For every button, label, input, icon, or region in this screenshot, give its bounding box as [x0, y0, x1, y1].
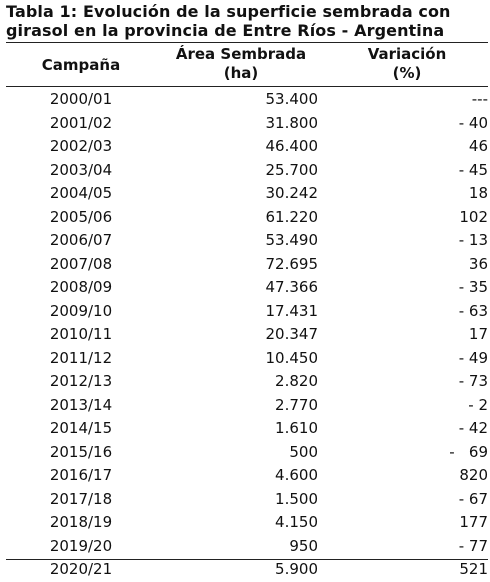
cell-campaign: 2005/06: [49, 207, 113, 226]
table-row: [6, 347, 488, 371]
cell-variation: - 67: [458, 489, 488, 508]
cell-area: 25.700: [265, 160, 318, 179]
table-row: [6, 323, 488, 347]
cell-variation: - 40: [458, 113, 488, 132]
title-line-2: girasol en la provincia de Entre Ríos - Argentina: [6, 21, 445, 40]
cell-area: 5.900: [275, 560, 318, 578]
table-row: [6, 88, 488, 112]
table-row: [6, 182, 488, 206]
cell-area: 17.431: [265, 301, 318, 320]
cell-area: 4.150: [275, 513, 318, 531]
bottom-rule: [6, 559, 488, 560]
cell-area: 30.242: [265, 184, 318, 202]
table-row: [6, 488, 488, 512]
cell-campaign: 2011/12: [49, 348, 113, 367]
title-line-1: Tabla 1: Evolución de la superficie sembrada con: [6, 2, 451, 21]
table-row: [6, 464, 488, 488]
cell-area: 46.400: [265, 137, 318, 155]
table-row: [6, 135, 488, 159]
cell-campaign: 2020/21: [49, 560, 113, 578]
cell-variation: 17: [468, 325, 488, 343]
cell-variation: 177: [459, 513, 488, 531]
header-campaign: Campaña: [41, 56, 121, 74]
cell-area: 10.450: [265, 348, 318, 367]
cell-area: 500: [289, 442, 318, 461]
table-row: [6, 558, 488, 582]
cell-campaign: 2014/15: [49, 419, 113, 437]
cell-area: 20.347: [265, 325, 318, 343]
cell-variation: 820: [459, 466, 488, 484]
table-row: [6, 276, 488, 300]
cell-area: 47.366: [265, 278, 318, 296]
cell-campaign: 2012/13: [49, 372, 113, 390]
cell-campaign: 2008/09: [49, 278, 113, 296]
cell-variation: 18: [468, 184, 488, 202]
cell-variation: - 63: [458, 301, 488, 320]
cell-variation: - 73: [458, 372, 488, 390]
cell-campaign: 2013/14: [49, 395, 113, 414]
table-row: [6, 417, 488, 441]
cell-campaign: 2018/19: [49, 513, 113, 531]
cell-variation: - 69: [449, 442, 488, 461]
cell-campaign: 2019/20: [49, 536, 113, 555]
cell-area: 31.800: [265, 113, 318, 132]
cell-variation: 102: [459, 207, 488, 226]
cell-campaign: 2002/03: [49, 137, 113, 155]
cell-variation: - 77: [458, 536, 488, 555]
table-body: [6, 88, 488, 582]
cell-variation: 521: [459, 560, 488, 578]
cell-variation: ---: [471, 90, 488, 108]
header-variation-line-2: (%): [392, 64, 422, 82]
cell-variation: - 35: [458, 278, 488, 296]
table-title: [6, 2, 488, 40]
cell-area: 1.610: [275, 419, 318, 437]
cell-area: 4.600: [275, 466, 318, 484]
cell-campaign: 2010/11: [49, 325, 113, 343]
table-row: [6, 206, 488, 230]
header-area-line-2: (ha): [223, 64, 259, 82]
cell-area: 53.400: [265, 90, 318, 108]
cell-variation: - 42: [458, 419, 488, 437]
cell-campaign: 2003/04: [49, 160, 113, 179]
table-row: [6, 394, 488, 418]
cell-area: 1.500: [275, 489, 318, 508]
table-row: [6, 441, 488, 465]
cell-area: 53.490: [265, 231, 318, 249]
header-variation-line-1: Variación: [367, 45, 447, 63]
top-rule: [6, 42, 488, 43]
cell-campaign: 2001/02: [49, 113, 113, 132]
table-row: [6, 511, 488, 535]
table-row: [6, 229, 488, 253]
table-row: [6, 159, 488, 183]
header-variation: [326, 45, 488, 83]
cell-area: 61.220: [265, 207, 318, 226]
cell-campaign: 2017/18: [49, 489, 113, 508]
cell-campaign: 2016/17: [49, 466, 113, 484]
table-row: [6, 300, 488, 324]
cell-campaign: 2004/05: [49, 184, 113, 202]
cell-campaign: 2007/08: [49, 254, 113, 273]
table-row: [6, 535, 488, 559]
cell-variation: - 45: [458, 160, 488, 179]
cell-variation: - 49: [458, 348, 488, 367]
cell-area: 2.770: [275, 395, 318, 414]
cell-variation: 46: [468, 137, 488, 155]
cell-variation: 36: [468, 254, 488, 273]
cell-area: 72.695: [265, 254, 318, 273]
cell-campaign: 2009/10: [49, 301, 113, 320]
cell-variation: - 2: [468, 395, 488, 414]
cell-area: 950: [289, 536, 318, 555]
cell-variation: - 13: [458, 231, 488, 249]
cell-campaign: 2006/07: [49, 231, 113, 249]
header-area: [156, 45, 326, 83]
table-row: [6, 370, 488, 394]
header-rule: [6, 86, 488, 87]
cell-area: 2.820: [275, 372, 318, 390]
table-row: [6, 253, 488, 277]
cell-campaign: 2015/16: [49, 442, 113, 461]
header-area-line-1: Área Sembrada: [175, 45, 307, 63]
table-row: [6, 112, 488, 136]
cell-campaign: 2000/01: [49, 90, 113, 108]
